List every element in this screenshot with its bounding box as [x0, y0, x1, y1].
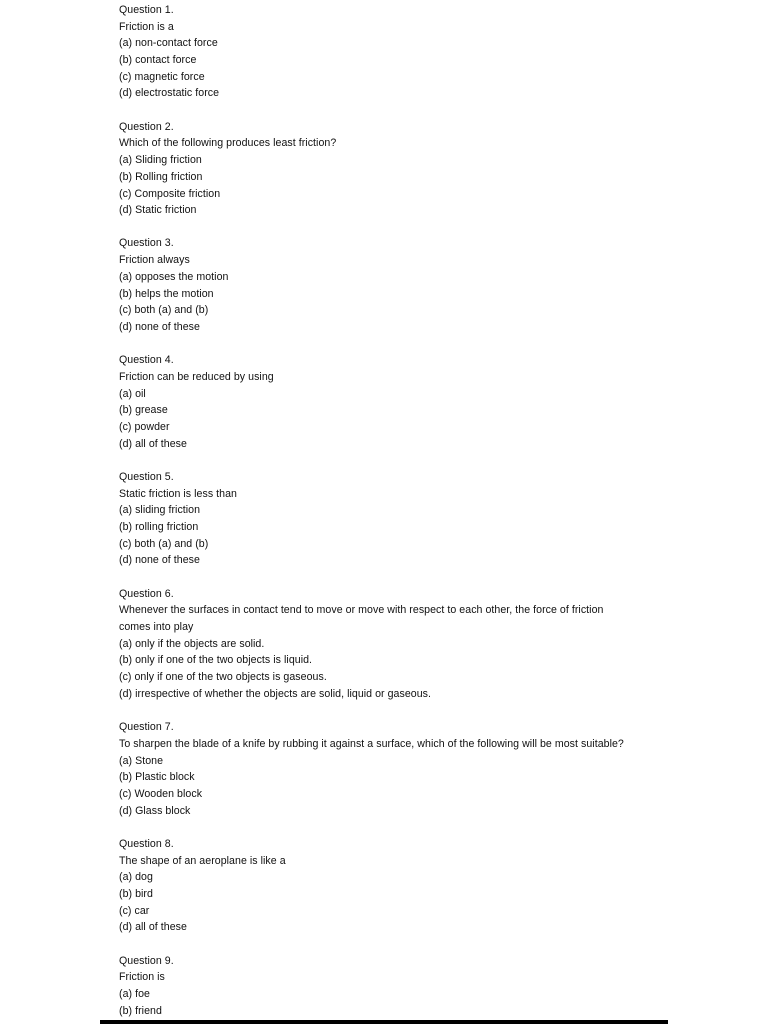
- question-block: [119, 469, 679, 569]
- question-heading: Question 2.: [119, 120, 174, 133]
- question-block: [119, 719, 679, 819]
- question-block: [119, 235, 679, 335]
- question-prompt: Which of the following produces least friction?: [119, 137, 337, 150]
- answer-option: (a) foe: [119, 987, 150, 1000]
- question-prompt: Static friction is less than: [119, 487, 237, 500]
- answer-option: (a) oil: [119, 387, 146, 400]
- answer-option: (b) only if one of the two objects is liquid.: [119, 654, 313, 667]
- answer-option: (b) rolling friction: [119, 521, 199, 534]
- question-prompt: Friction is a: [119, 20, 174, 33]
- question-block: [119, 352, 679, 452]
- answer-option: (c) magnetic force: [119, 70, 205, 83]
- question-heading: Question 6.: [119, 587, 174, 600]
- answer-option: (c) both (a) and (b): [119, 304, 209, 317]
- question-prompt: Friction can be reduced by using: [119, 370, 274, 383]
- answer-option: (c) Wooden block: [119, 787, 203, 800]
- question-prompt: Whenever the surfaces in contact tend to move or move with respect to each other, the force of friction comes into play: [119, 604, 604, 634]
- answer-option: (b) grease: [119, 404, 168, 417]
- question-prompt: Friction always: [119, 254, 190, 267]
- answer-option: (c) only if one of the two objects is gaseous.: [119, 671, 327, 684]
- answer-option: (d) all of these: [119, 921, 187, 934]
- answer-option: (a) dog: [119, 871, 153, 884]
- answer-option: (a) opposes the motion: [119, 270, 229, 283]
- question-prompt: The shape of an aeroplane is like a: [119, 854, 286, 867]
- question-block: [119, 836, 679, 936]
- answer-option: (c) both (a) and (b): [119, 537, 209, 550]
- question-heading: Question 8.: [119, 837, 174, 850]
- answer-option: (d) Glass block: [119, 804, 191, 817]
- answer-option: (b) Plastic block: [119, 771, 195, 784]
- answer-option: (b) Rolling friction: [119, 170, 203, 183]
- answer-option: (b) bird: [119, 887, 153, 900]
- answer-option: (a) Stone: [119, 754, 164, 767]
- question-heading: Question 5.: [119, 470, 174, 483]
- answer-option: (d) Static friction: [119, 204, 197, 217]
- question-heading: Question 9.: [119, 954, 174, 967]
- question-block: [119, 953, 679, 1020]
- question-block: [119, 586, 679, 703]
- answer-option: (d) electrostatic force: [119, 87, 220, 100]
- question-heading: Question 1.: [119, 4, 174, 16]
- question-heading: Question 4.: [119, 354, 174, 367]
- answer-option: (b) friend: [119, 1004, 162, 1017]
- answer-option: (a) Sliding friction: [119, 154, 202, 167]
- question-block: [119, 119, 679, 219]
- bottom-rule: [100, 1020, 668, 1024]
- question-heading: Question 3.: [119, 237, 174, 250]
- answer-option: (d) irrespective of whether the objects are solid, liquid or gaseous.: [119, 687, 432, 700]
- answer-option: (c) Composite friction: [119, 187, 221, 200]
- answer-option: (d) none of these: [119, 554, 200, 567]
- question-prompt: To sharpen the blade of a knife by rubbing it against a surface, which of the following will be most suitable?: [119, 737, 624, 750]
- question-document: [119, 2, 679, 1036]
- answer-option: (c) car: [119, 904, 150, 917]
- question-block: [119, 2, 679, 102]
- answer-option: (a) only if the objects are solid.: [119, 637, 265, 650]
- answer-option: (b) contact force: [119, 54, 197, 67]
- question-prompt: Friction is: [119, 971, 165, 984]
- answer-option: (a) non-contact force: [119, 37, 218, 50]
- answer-option: (b) helps the motion: [119, 287, 214, 300]
- answer-option: (d) all of these: [119, 437, 187, 450]
- answer-option: (a) sliding friction: [119, 504, 201, 517]
- answer-option: (c) powder: [119, 420, 170, 433]
- answer-option: (d) none of these: [119, 320, 200, 333]
- question-heading: Question 7.: [119, 721, 174, 734]
